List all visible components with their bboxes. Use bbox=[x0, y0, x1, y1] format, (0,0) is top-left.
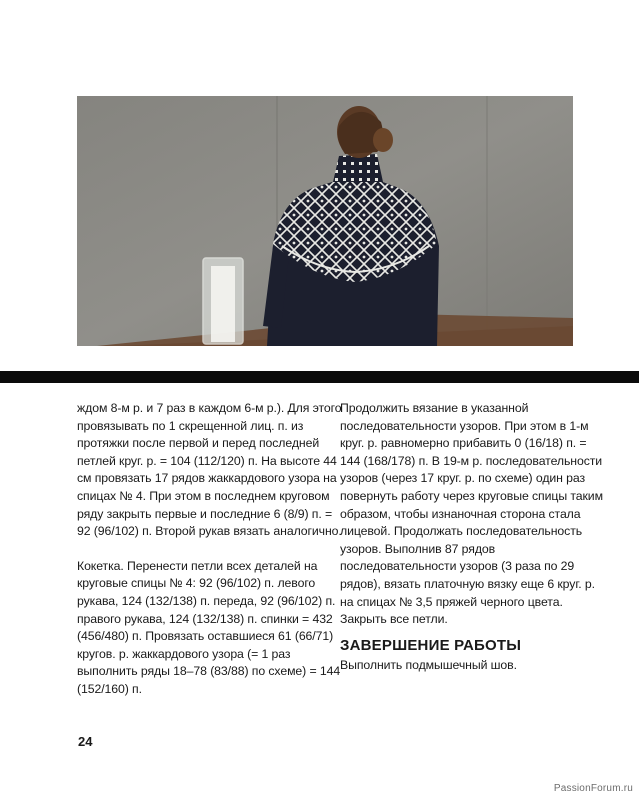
section-heading-finishing: ЗАВЕРШЕНИЕ РАБОТЫ bbox=[340, 636, 522, 654]
watermark: PassionForum.ru bbox=[553, 783, 633, 794]
page-number: 24 bbox=[78, 734, 93, 749]
left-column bbox=[77, 400, 345, 716]
photo-illustration bbox=[77, 96, 573, 346]
section-divider bbox=[0, 371, 639, 383]
paragraph-sleeve: ждом 8-м р. и 7 раз в каждом 6-м р.). Для этого провязывать по 1 скрещенной лиц. п. из протяжки после первой и перед последней петлей круг. р. = 104 (112/120) п. На высоте 44 см провязать 17 рядов жаккардового узора на спицах № 4. При этом в последнем круговом ряду закрыть первые и последние 6 (8/9) п. = 92 (96/102) п. Второй рукав вязать аналогично. bbox=[77, 401, 342, 539]
sweater-photo bbox=[77, 96, 573, 346]
right-column bbox=[340, 400, 608, 692]
paragraph-yoke: Кокетка. Перенести петли всех деталей на круговые спицы № 4: 92 (96/102) п. левого рукава, 124 (132/138) п. переда, 92 (96/102) п. правого рукава, 124 (132/138) п. спинки = 432 (456/480) п. Провязать оставшиеся 61 (66/71) кругов. р. жаккардового узора (= 1 раз выполнить ряды 18–78 (83/88) по схеме) = 144 (152/160) п. bbox=[77, 558, 341, 696]
paragraph-continue: Продолжить вязание в указанной последовательности узоров. При этом в 1-м круг. р. равномерно прибавить 0 (16/18) п. = 144 (168/178) п. В 19-м р. последовательности узоров (через 17 круг. р. по схеме) один раз повернуть работу через круговые спицы таким образом, чтобы изнаночная сторона стала лицевой. Продолжать последовательность узоров. Выполнив 87 рядов последовательности узоров (3 раза по 29 рядов), вязать платочную вязку еще 6 круг. р. на спицах № 3,5 пряжей черного цвета. Закрыть все петли. bbox=[340, 401, 603, 627]
paragraph-finishing: Выполнить подмышечный шов. bbox=[340, 658, 517, 673]
